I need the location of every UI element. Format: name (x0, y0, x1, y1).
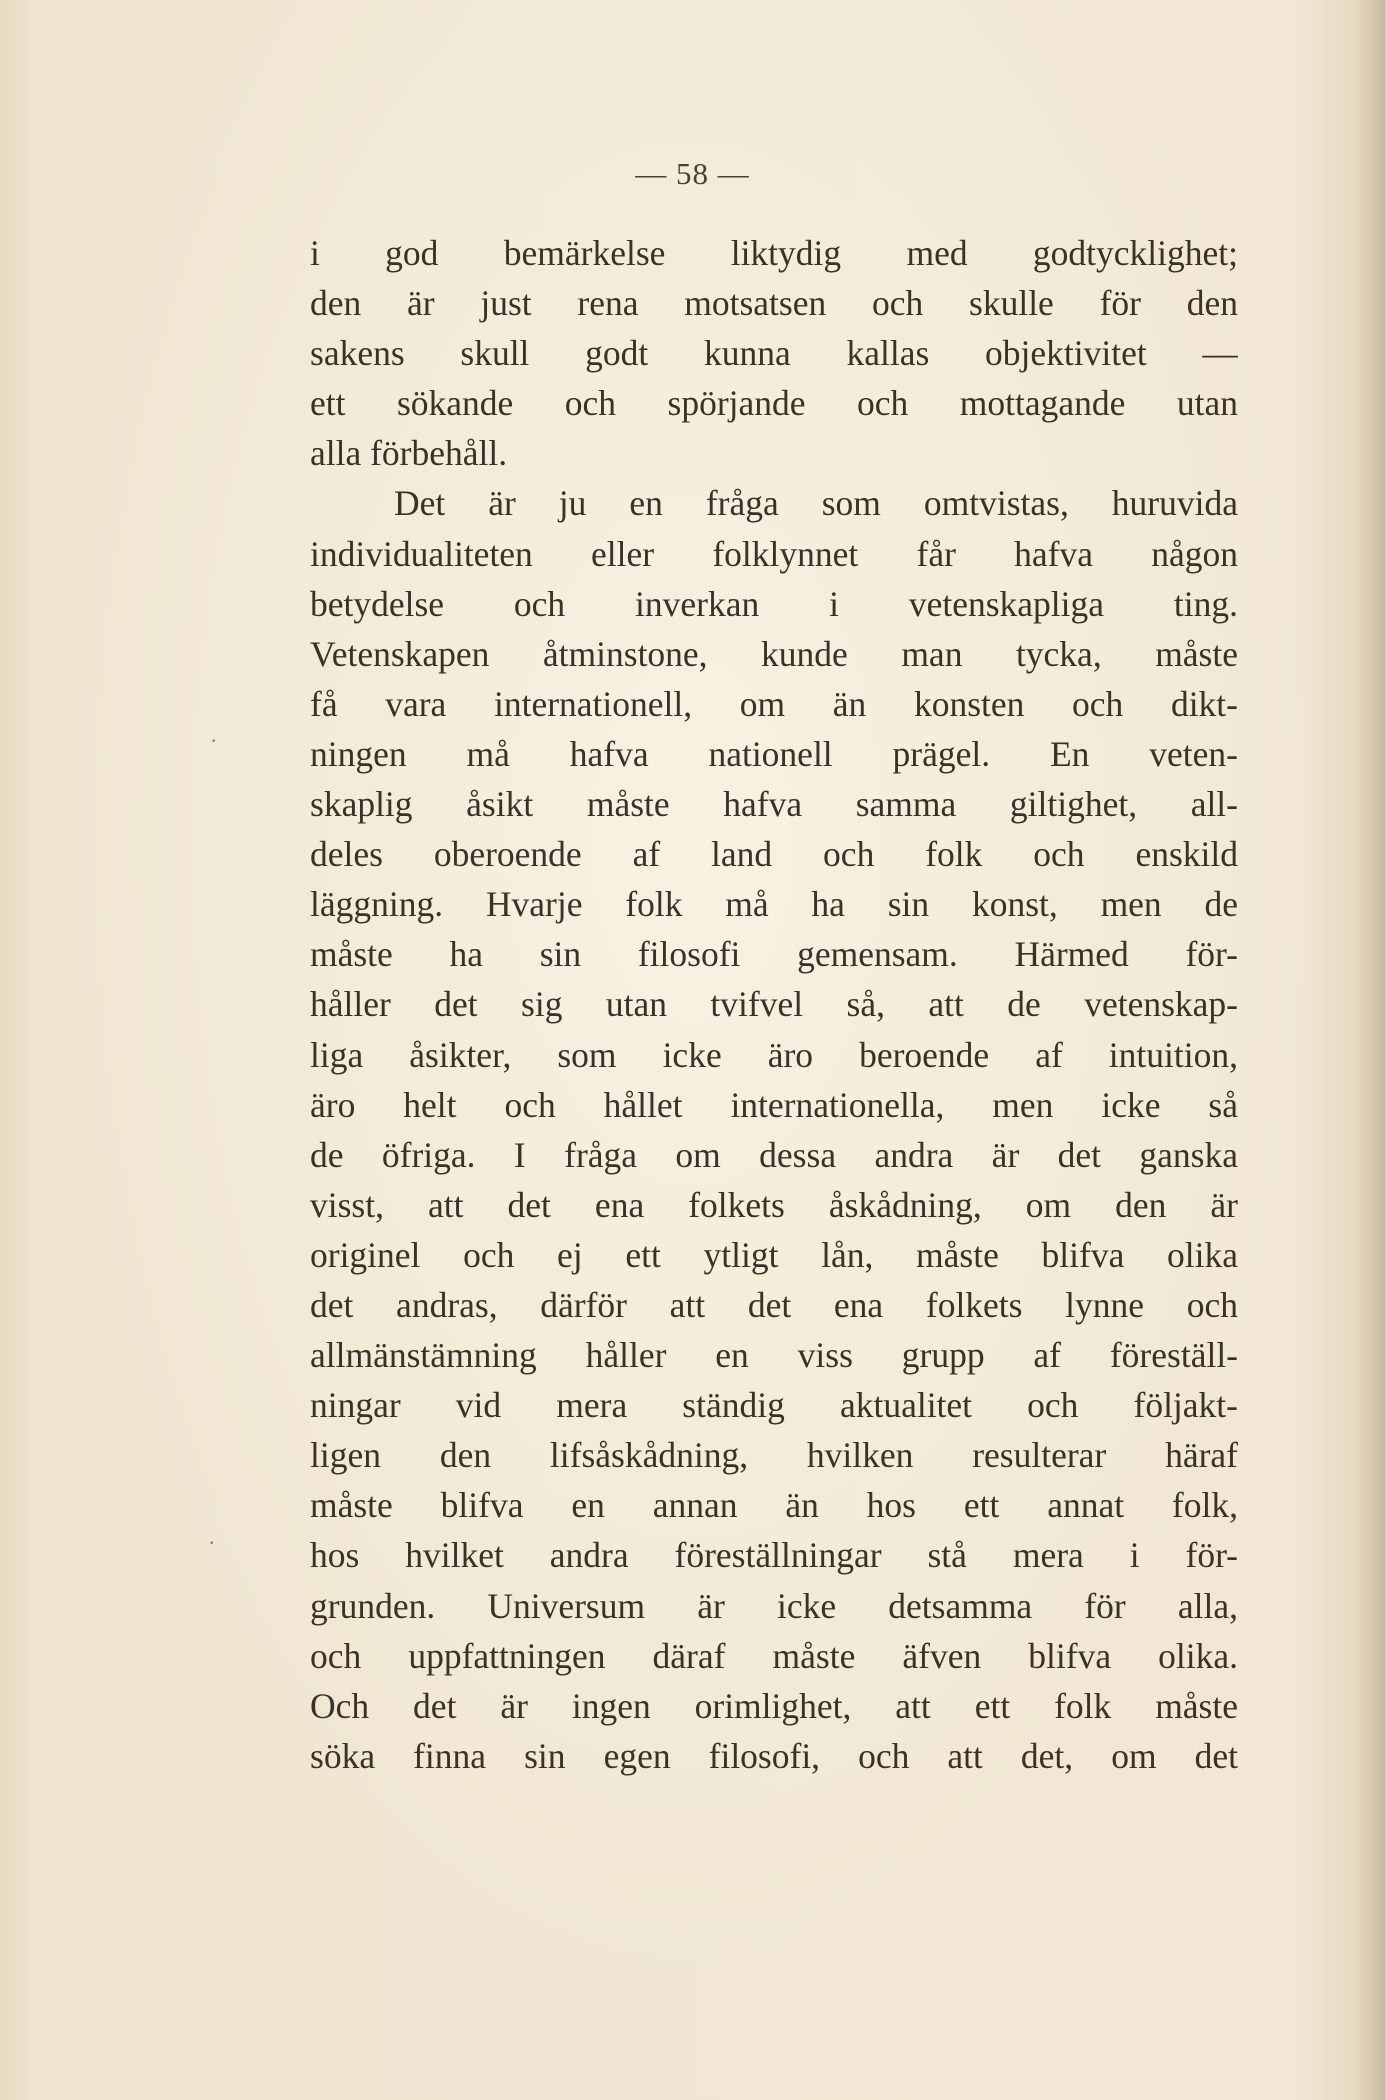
text-line: ningen må hafva nationell prägel. En veten- (310, 733, 1238, 774)
text-line: måste blifva en annan än hos ett annat folk, (310, 1485, 1238, 1526)
text-line: betydelse och inverkan i vetenskapliga ting. (310, 583, 1238, 624)
text-line: alla förbehåll. (310, 433, 508, 474)
text-line: sakens skull godt kunna kallas objektivitet — (310, 333, 1238, 374)
text-line: ligen den lifsåskådning, hvilken resulterar häraf (310, 1435, 1238, 1476)
page-number: — 58 — (635, 156, 750, 191)
text-line: Det är ju en fråga som omtvistas, huruvida (394, 483, 1238, 524)
text-line: få vara internationell, om än konsten och dikt- (310, 683, 1238, 724)
text-line: håller det sig utan tvifvel så, att de vetenskap- (310, 984, 1238, 1025)
text-line: individualiteten eller folklynnet får hafva någon (310, 533, 1238, 574)
text-line: ningar vid mera ständig aktualitet och följakt- (310, 1385, 1238, 1426)
text-line: deles oberoende af land och folk och enskild (310, 834, 1238, 875)
text-line: det andras, därför att det ena folkets lynne och (310, 1284, 1238, 1325)
speck-mark: · (208, 1530, 216, 1555)
page-edge-shadow (1355, 0, 1385, 2100)
text-line: originel och ej ett ytligt lån, måste blifva olika (310, 1234, 1238, 1275)
text-line: de öfriga. I fråga om dessa andra är det ganska (310, 1134, 1238, 1175)
text-line: läggning. Hvarje folk må ha sin konst, men de (310, 884, 1238, 925)
text-line: måste ha sin filosofi gemensam. Härmed för- (310, 934, 1238, 975)
text-line: Vetenskapen åtminstone, kunde man tycka, måste (310, 633, 1238, 674)
text-line: hos hvilket andra föreställningar stå mera i för- (310, 1535, 1238, 1576)
text-line: skaplig åsikt måste hafva samma giltighet, all- (310, 784, 1238, 825)
text-line: allmänstämning håller en viss grupp af föreställ- (310, 1335, 1238, 1376)
text-line: Och det är ingen orimlighet, att ett folk måste (310, 1685, 1238, 1726)
body-text (310, 228, 1238, 1781)
text-line: i god bemärkelse liktydig med godtycklighet; (310, 233, 1238, 273)
text-line: den är just rena motsatsen och skulle för den (310, 283, 1238, 324)
text-line: grunden. Universum är icke detsamma för alla, (310, 1585, 1238, 1626)
text-line: och uppfattningen däraf måste äfven blifva olika. (310, 1635, 1238, 1676)
text-line: ett sökande och spörjande och mottagande utan (310, 383, 1238, 424)
text-line: visst, att det ena folkets åskådning, om den är (310, 1184, 1238, 1225)
speck-mark: · (210, 728, 218, 753)
text-line: liga åsikter, som icke äro beroende af intuition, (310, 1034, 1238, 1075)
text-line: äro helt och hållet internationella, men icke så (310, 1084, 1238, 1125)
text-line: söka finna sin egen filosofi, och att det, om det (310, 1735, 1238, 1776)
